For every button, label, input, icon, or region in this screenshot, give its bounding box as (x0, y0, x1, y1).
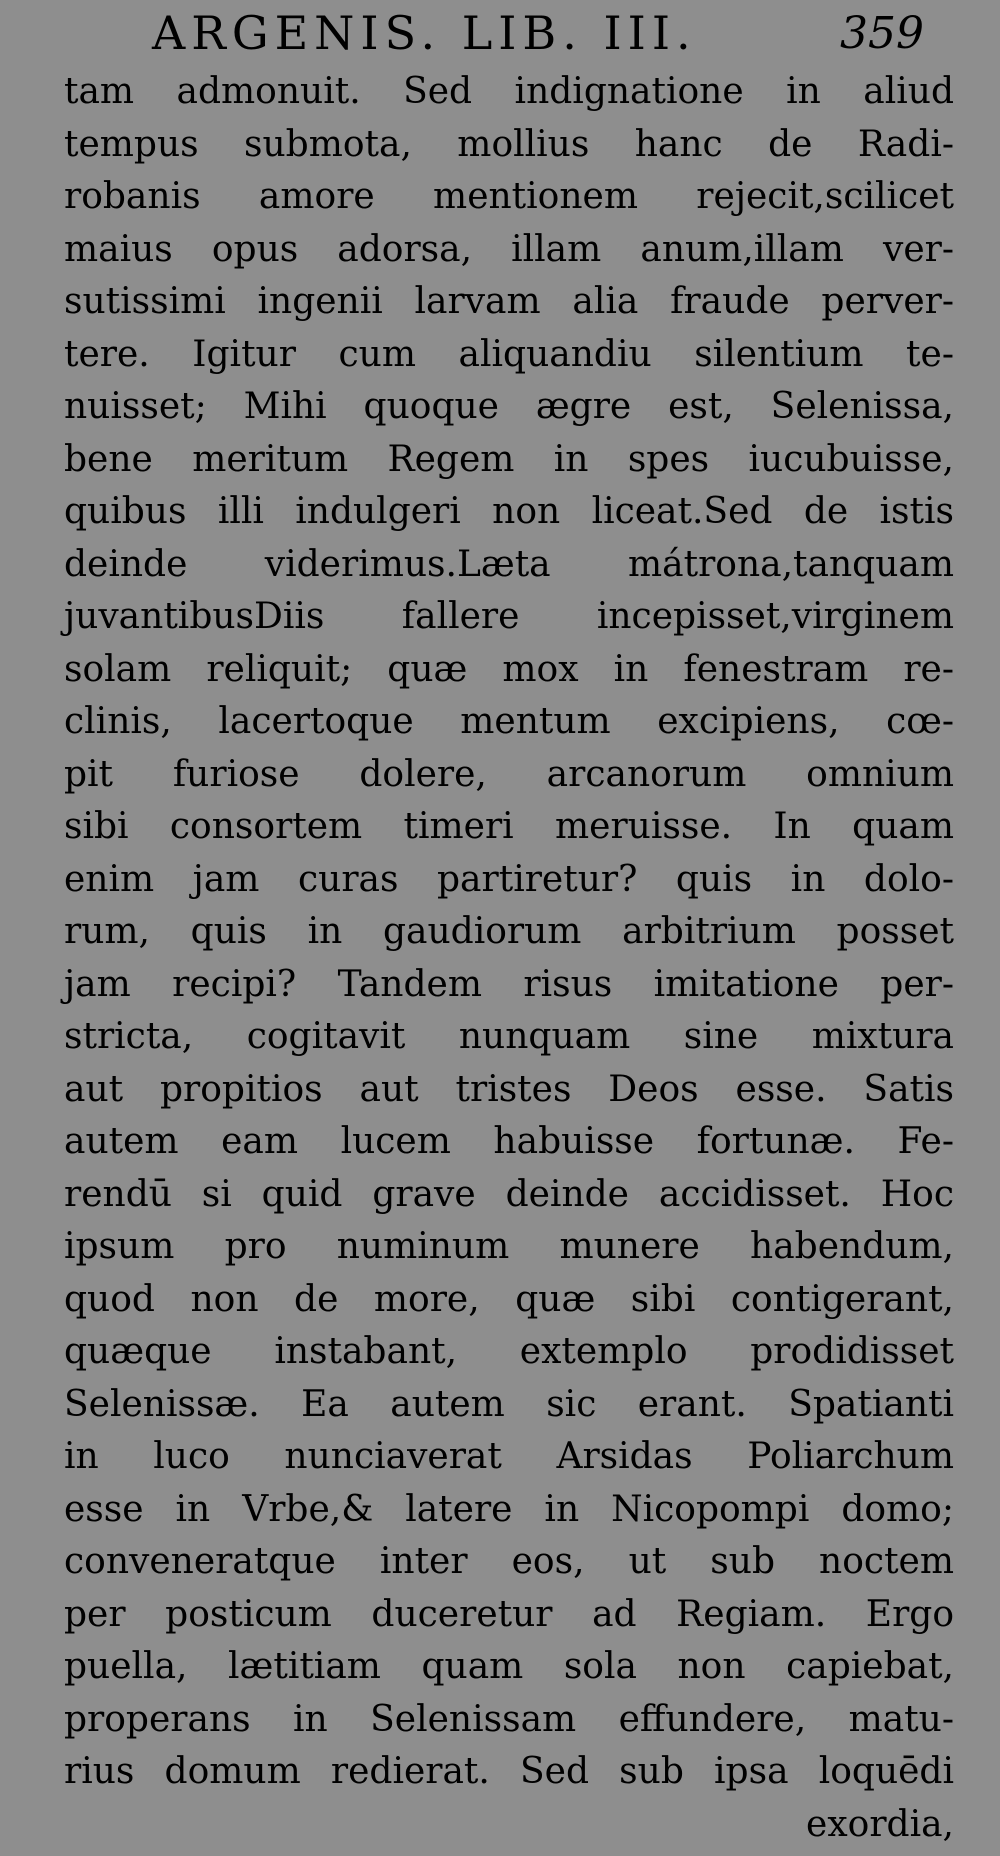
text-line: sutissimi ingenii larvam alia fraude perver- (64, 281, 954, 322)
text-line: tere. Igitur cum aliquandiu silentium te- (64, 333, 954, 375)
page-number: 359 (840, 8, 924, 59)
text-line: exordia, (806, 1803, 954, 1845)
text-line: pit furiose dolere, arcanorum omnium (64, 753, 954, 795)
text-line: tempus submota, mollius hanc de Radi- (64, 123, 954, 165)
text-line: rendū si quid grave deinde accidisset. Hoc (64, 1173, 954, 1215)
text-line: jam recipi? Tandem risus imitatione per- (64, 963, 954, 1005)
text-line: in luco nunciaverat Arsidas Poliarchum (64, 1436, 954, 1477)
text-line: enim jam curas partiretur? quis in dolo- (64, 858, 954, 900)
text-line: quod non de more, quæ sibi contigerant, (64, 1278, 954, 1320)
text-line: conveneratque inter eos, ut sub noctem (64, 1541, 954, 1582)
text-line: aut propitios aut tristes Deos esse. Satis (64, 1068, 954, 1110)
text-line: juvantibusDiis fallere incepisset,virginem (64, 596, 954, 637)
running-title: ARGENIS. LIB. III. (152, 6, 697, 60)
text-line: quibus illi indulgeri non liceat.Sed de istis (64, 491, 954, 532)
text-line: Selenissæ. Ea autem sic erant. Spatianti (64, 1383, 954, 1425)
text-line: clinis, lacertoque mentum excipiens, cœ- (64, 701, 954, 742)
text-line: rius domum redierat. Sed sub ipsa loquēdi (64, 1751, 954, 1792)
text-line: rum, quis in gaudiorum arbitrium posset (64, 911, 954, 952)
text-line: tam admonuit. Sed indignatione in aliud (64, 71, 954, 112)
text-line: per posticum duceretur ad Regiam. Ergo (64, 1593, 954, 1635)
text-line: bene meritum Regem in spes iucubuisse, (64, 438, 954, 480)
text-line: autem eam lucem habuisse fortunæ. Fe- (64, 1121, 954, 1162)
text-line: robanis amore mentionem rejecit,scilicet (64, 176, 954, 217)
text-line: maius opus adorsa, illam anum,illam ver- (64, 228, 954, 270)
text-line: solam reliquit; quæ mox in fenestram re- (64, 648, 954, 690)
running-header (0, 6, 1000, 70)
text-line: ipsum pro numinum munere habendum, (64, 1226, 954, 1267)
text-line: quæque instabant, extemplo prodidisset (64, 1331, 954, 1372)
text-line: puella, lætitiam quam sola non capiebat, (64, 1646, 954, 1687)
body-text (64, 66, 954, 1851)
text-line: esse in Vrbe,& latere in Nicopompi domo; (64, 1488, 954, 1530)
text-line: properans in Selenissam effundere, matu- (64, 1698, 954, 1740)
text-line: nuisset; Mihi quoque ægre est, Selenissa, (64, 386, 954, 427)
text-line: deinde viderimus.Læta mátrona,tanquam (64, 543, 954, 585)
text-line: stricta, cogitavit nunquam sine mixtura (64, 1016, 954, 1057)
text-line: sibi consortem timeri meruisse. In quam (64, 806, 954, 847)
